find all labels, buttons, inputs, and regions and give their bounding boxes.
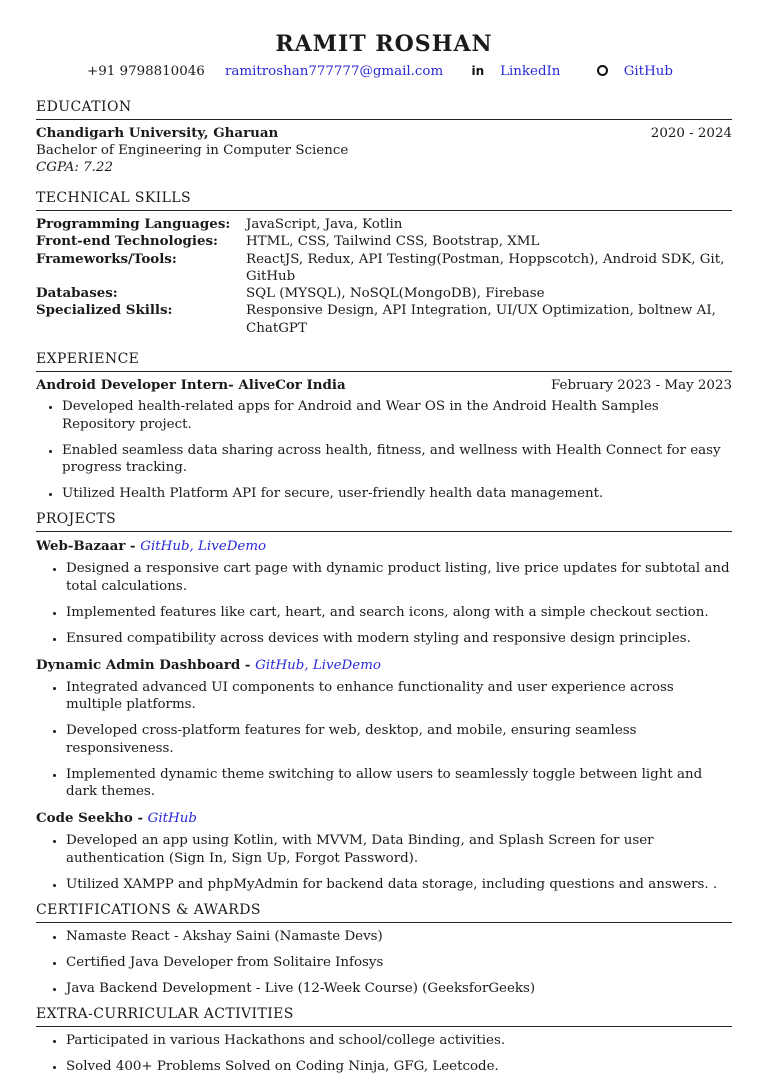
link-separator: ,: [304, 657, 313, 673]
github-link[interactable]: [589, 64, 681, 79]
list-item: • Certified Java Developer from Solitaire Infosys: [66, 954, 732, 972]
email-link[interactable]: ramitroshan777777@gmail.com: [225, 64, 444, 79]
extracurricular-bullets: [36, 1032, 732, 1076]
section-title: PROJECTS: [36, 511, 732, 532]
skills-grid: [36, 216, 732, 337]
github-link[interactable]: GitHub: [255, 657, 305, 673]
github-icon: [597, 65, 608, 76]
experience-row: [36, 377, 732, 394]
skill-value: JavaScript, Java, Kotlin: [246, 217, 403, 232]
project-name: Web-Bazaar -: [36, 538, 141, 555]
contact-line: [36, 62, 732, 81]
section-title: EXPERIENCE: [36, 351, 732, 372]
skill-value: ReactJS, Redux, API Testing(Postman, Hoppscotch), Android SDK, Git, GitHub: [246, 251, 725, 284]
github-link[interactable]: GitHub: [147, 811, 197, 827]
skills-section: [36, 190, 732, 337]
live-demo-link[interactable]: LiveDemo: [312, 657, 381, 673]
experience-bullets: [36, 398, 732, 503]
list-item: • Ensured compatibility across devices with modern styling and responsive design principles.: [66, 630, 732, 648]
section-title: EXTRA-CURRICULAR ACTIVITIES: [36, 1006, 732, 1027]
list-item: • Enabled seamless data sharing across health, fitness, and wellness with Health Connect for easy progress tracking.: [62, 442, 732, 477]
skill-key: Frameworks/Tools:: [36, 250, 177, 267]
skill-key: Front-end Technologies:: [36, 233, 218, 250]
linkedin-icon: in: [471, 64, 485, 78]
skill-key: Databases:: [36, 285, 118, 302]
list-item: • Integrated advanced UI components to enhance functionality and user experience across multiple platforms.: [66, 679, 732, 714]
job-role: Android Developer Intern- AliveCor India: [36, 377, 346, 394]
list-item: • Utilized XAMPP and phpMyAdmin for backend data storage, including questions and answers. .: [66, 876, 732, 894]
list-item: • Developed an app using Kotlin, with MVVM, Data Binding, and Splash Screen for user authentication (Sign In, Sign Up, Forgot Password).: [66, 832, 732, 867]
education-section: [36, 99, 732, 176]
phone-number: +91 9798810046: [87, 64, 205, 79]
list-item: • Designed a responsive cart page with dynamic product listing, live price updates for subtotal and total calculations.: [66, 560, 732, 595]
project-bullets: [36, 560, 732, 647]
link-separator: ,: [189, 539, 199, 555]
project-bullets: [36, 832, 732, 893]
certifications-section: [36, 902, 732, 998]
section-title: TECHNICAL SKILLS: [36, 190, 732, 211]
live-demo-link[interactable]: LiveDemo: [198, 539, 267, 555]
section-title: CERTIFICATIONS & AWARDS: [36, 902, 732, 923]
github-label[interactable]: GitHub: [623, 64, 673, 79]
extracurricular-section: [36, 1006, 732, 1076]
project-name: Dynamic Admin Dashboard -: [36, 656, 256, 673]
section-title: EDUCATION: [36, 99, 732, 120]
candidate-name: RAMIT ROSHAN: [275, 31, 493, 57]
list-item: • Java Backend Development - Live (12-Week Course) (GeeksforGeeks): [66, 980, 732, 998]
list-item: • Solved 400+ Problems Solved on Coding Ninja, GFG, Leetcode.: [66, 1058, 732, 1076]
cgpa: CGPA: 7.22: [36, 160, 113, 175]
job-dates: February 2023 - May 2023: [551, 378, 732, 394]
linkedin-label[interactable]: LinkedIn: [500, 64, 561, 79]
projects-section: [36, 511, 732, 893]
resume-page: [36, 30, 732, 1084]
education-row: [36, 125, 732, 142]
school-name: Chandigarh University, Gharuan: [36, 125, 279, 141]
list-item: • Namaste React - Akshay Saini (Namaste Devs): [66, 928, 732, 946]
github-link[interactable]: GitHub: [140, 539, 190, 555]
list-item: • Participated in various Hackathons and school/college activities.: [66, 1032, 732, 1050]
list-item: • Developed health-related apps for Android and Wear OS in the Android Health Samples Repository project.: [62, 398, 732, 433]
skill-value: HTML, CSS, Tailwind CSS, Bootstrap, XML: [246, 234, 540, 250]
project-bullets: [36, 679, 732, 801]
experience-section: [36, 351, 732, 503]
skill-key: Programming Languages:: [36, 216, 231, 232]
skill-value: SQL (MYSQL), NoSQL(MongoDB), Firebase: [246, 286, 545, 302]
education-years: 2020 - 2024: [650, 126, 732, 141]
skill-value: Responsive Design, API Integration, UI/UX Optimization, boltnew AI, ChatGPT: [246, 303, 716, 336]
degree: Bachelor of Engineering in Computer Science: [36, 143, 349, 158]
project-title: [36, 537, 732, 556]
list-item: • Utilized Health Platform API for secure, user-friendly health data management.: [62, 485, 732, 503]
list-item: • Developed cross-platform features for web, desktop, and mobile, ensuring seamless responsiveness.: [66, 722, 732, 757]
project-title: [36, 809, 732, 828]
list-item: • Implemented dynamic theme switching to allow users to seamlessly toggle between light and dark themes.: [66, 766, 732, 801]
skill-key: Specialized Skills:: [36, 302, 173, 319]
linkedin-link[interactable]: [463, 64, 568, 79]
certification-bullets: [36, 928, 732, 998]
project-name: Code Seekho -: [36, 810, 148, 827]
list-item: • Implemented features like cart, heart, and search icons, along with a simple checkout section.: [66, 604, 732, 622]
project-title: [36, 656, 732, 675]
